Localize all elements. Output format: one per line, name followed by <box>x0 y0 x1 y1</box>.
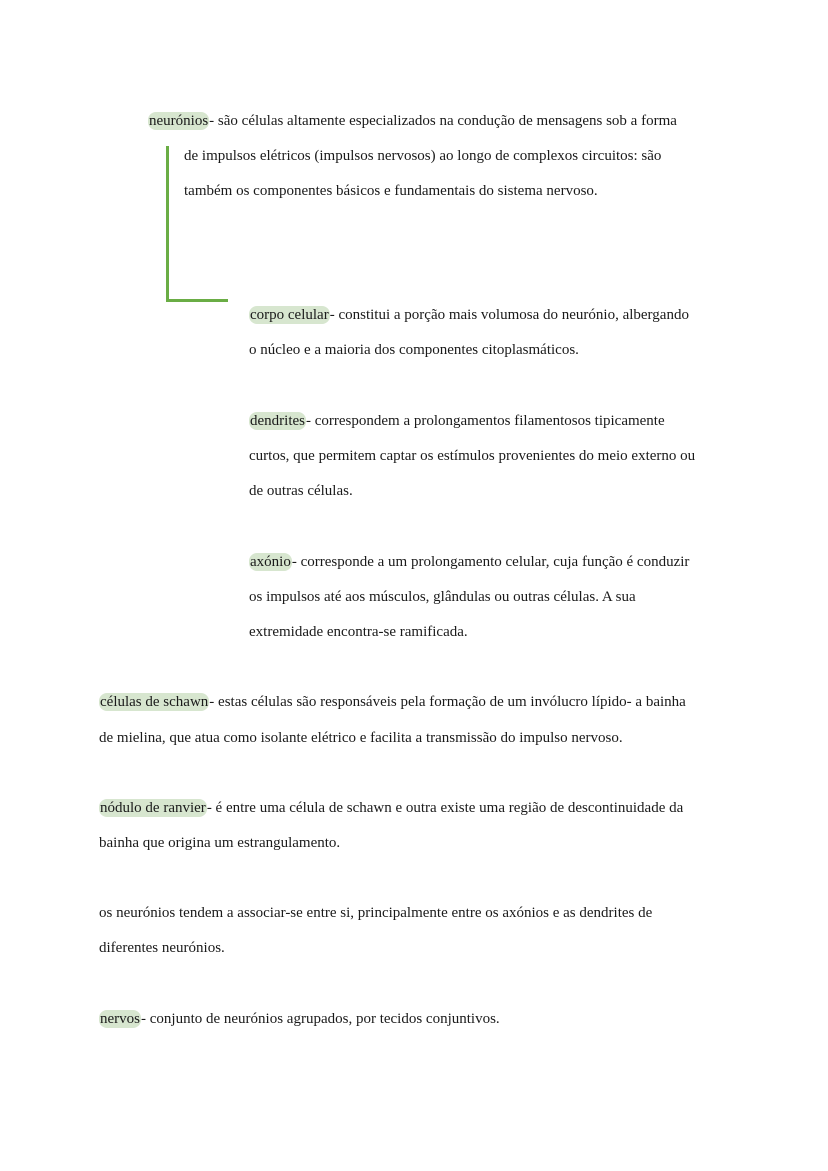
ranvier-line-1 <box>99 798 683 818</box>
text-span: - corresponde a um prolongamento celular, cuja função é conduzir <box>291 554 690 570</box>
associacao-line-1: os neurónios tendem a associar-se entre si, principalmente entre os axónios e as dendrites de <box>99 905 653 921</box>
term-highlight-dendrites: dendrites <box>250 413 305 429</box>
dendrites-line-2: curtos, que permitem captar os estímulos provenientes do meio externo ou <box>249 448 696 464</box>
dendrites-line-1 <box>249 411 665 431</box>
term-highlight-neuronios: neurónios <box>149 113 209 129</box>
ranvier-line-2: bainha que origina um estrangulamento. <box>99 835 341 851</box>
dendrites-line-3: de outras células. <box>249 483 353 499</box>
axonio-line-1 <box>249 552 689 572</box>
nervos-line-1 <box>99 1009 500 1029</box>
schawn-line-2: de mielina, que atua como isolante elétrico e facilita a transmissão do impulso nervoso. <box>99 730 623 746</box>
term-highlight-axonio: axónio <box>250 554 291 570</box>
neuronios-line-2: de impulsos elétricos (impulsos nervosos) ao longo de complexos circuitos: são <box>184 148 662 164</box>
term-highlight-corpo-celular: corpo celular <box>250 307 329 323</box>
associacao-line-2: diferentes neurónios. <box>99 940 225 956</box>
axonio-line-2: os impulsos até aos músculos, glândulas ou outras células. A sua <box>249 589 636 605</box>
text-span: - são células altamente especializados na condução de mensagens sob a forma <box>209 113 677 129</box>
text-span: - constitui a porção mais volumosa do neurónio, albergando <box>329 307 689 323</box>
corpo-celular-line-1 <box>249 305 689 325</box>
text-span: - conjunto de neurónios agrupados, por tecidos conjuntivos. <box>141 1011 500 1027</box>
neuronios-line-3: também os componentes básicos e fundamentais do sistema nervoso. <box>184 183 598 199</box>
corpo-celular-line-2: o núcleo e a maioria dos componentes citoplasmáticos. <box>249 342 579 358</box>
axonio-line-3: extremidade encontra-se ramificada. <box>249 624 468 640</box>
text-span: - estas células são responsáveis pela formação de um invólucro lípido- a bainha <box>209 694 686 710</box>
neuronios-line-1 <box>148 111 677 131</box>
term-highlight-schawn: células de schawn <box>100 694 209 710</box>
text-span: - correspondem a prolongamentos filamentosos tipicamente <box>305 413 665 429</box>
term-highlight-ranvier: nódulo de ranvier <box>100 800 206 816</box>
bracket-horizontal <box>166 299 228 302</box>
bracket-vertical <box>166 146 169 302</box>
term-highlight-nervos: nervos <box>100 1011 140 1027</box>
text-span: - é entre uma célula de schawn e outra existe uma região de descontinuidade da <box>206 800 684 816</box>
schawn-line-1 <box>99 692 686 712</box>
